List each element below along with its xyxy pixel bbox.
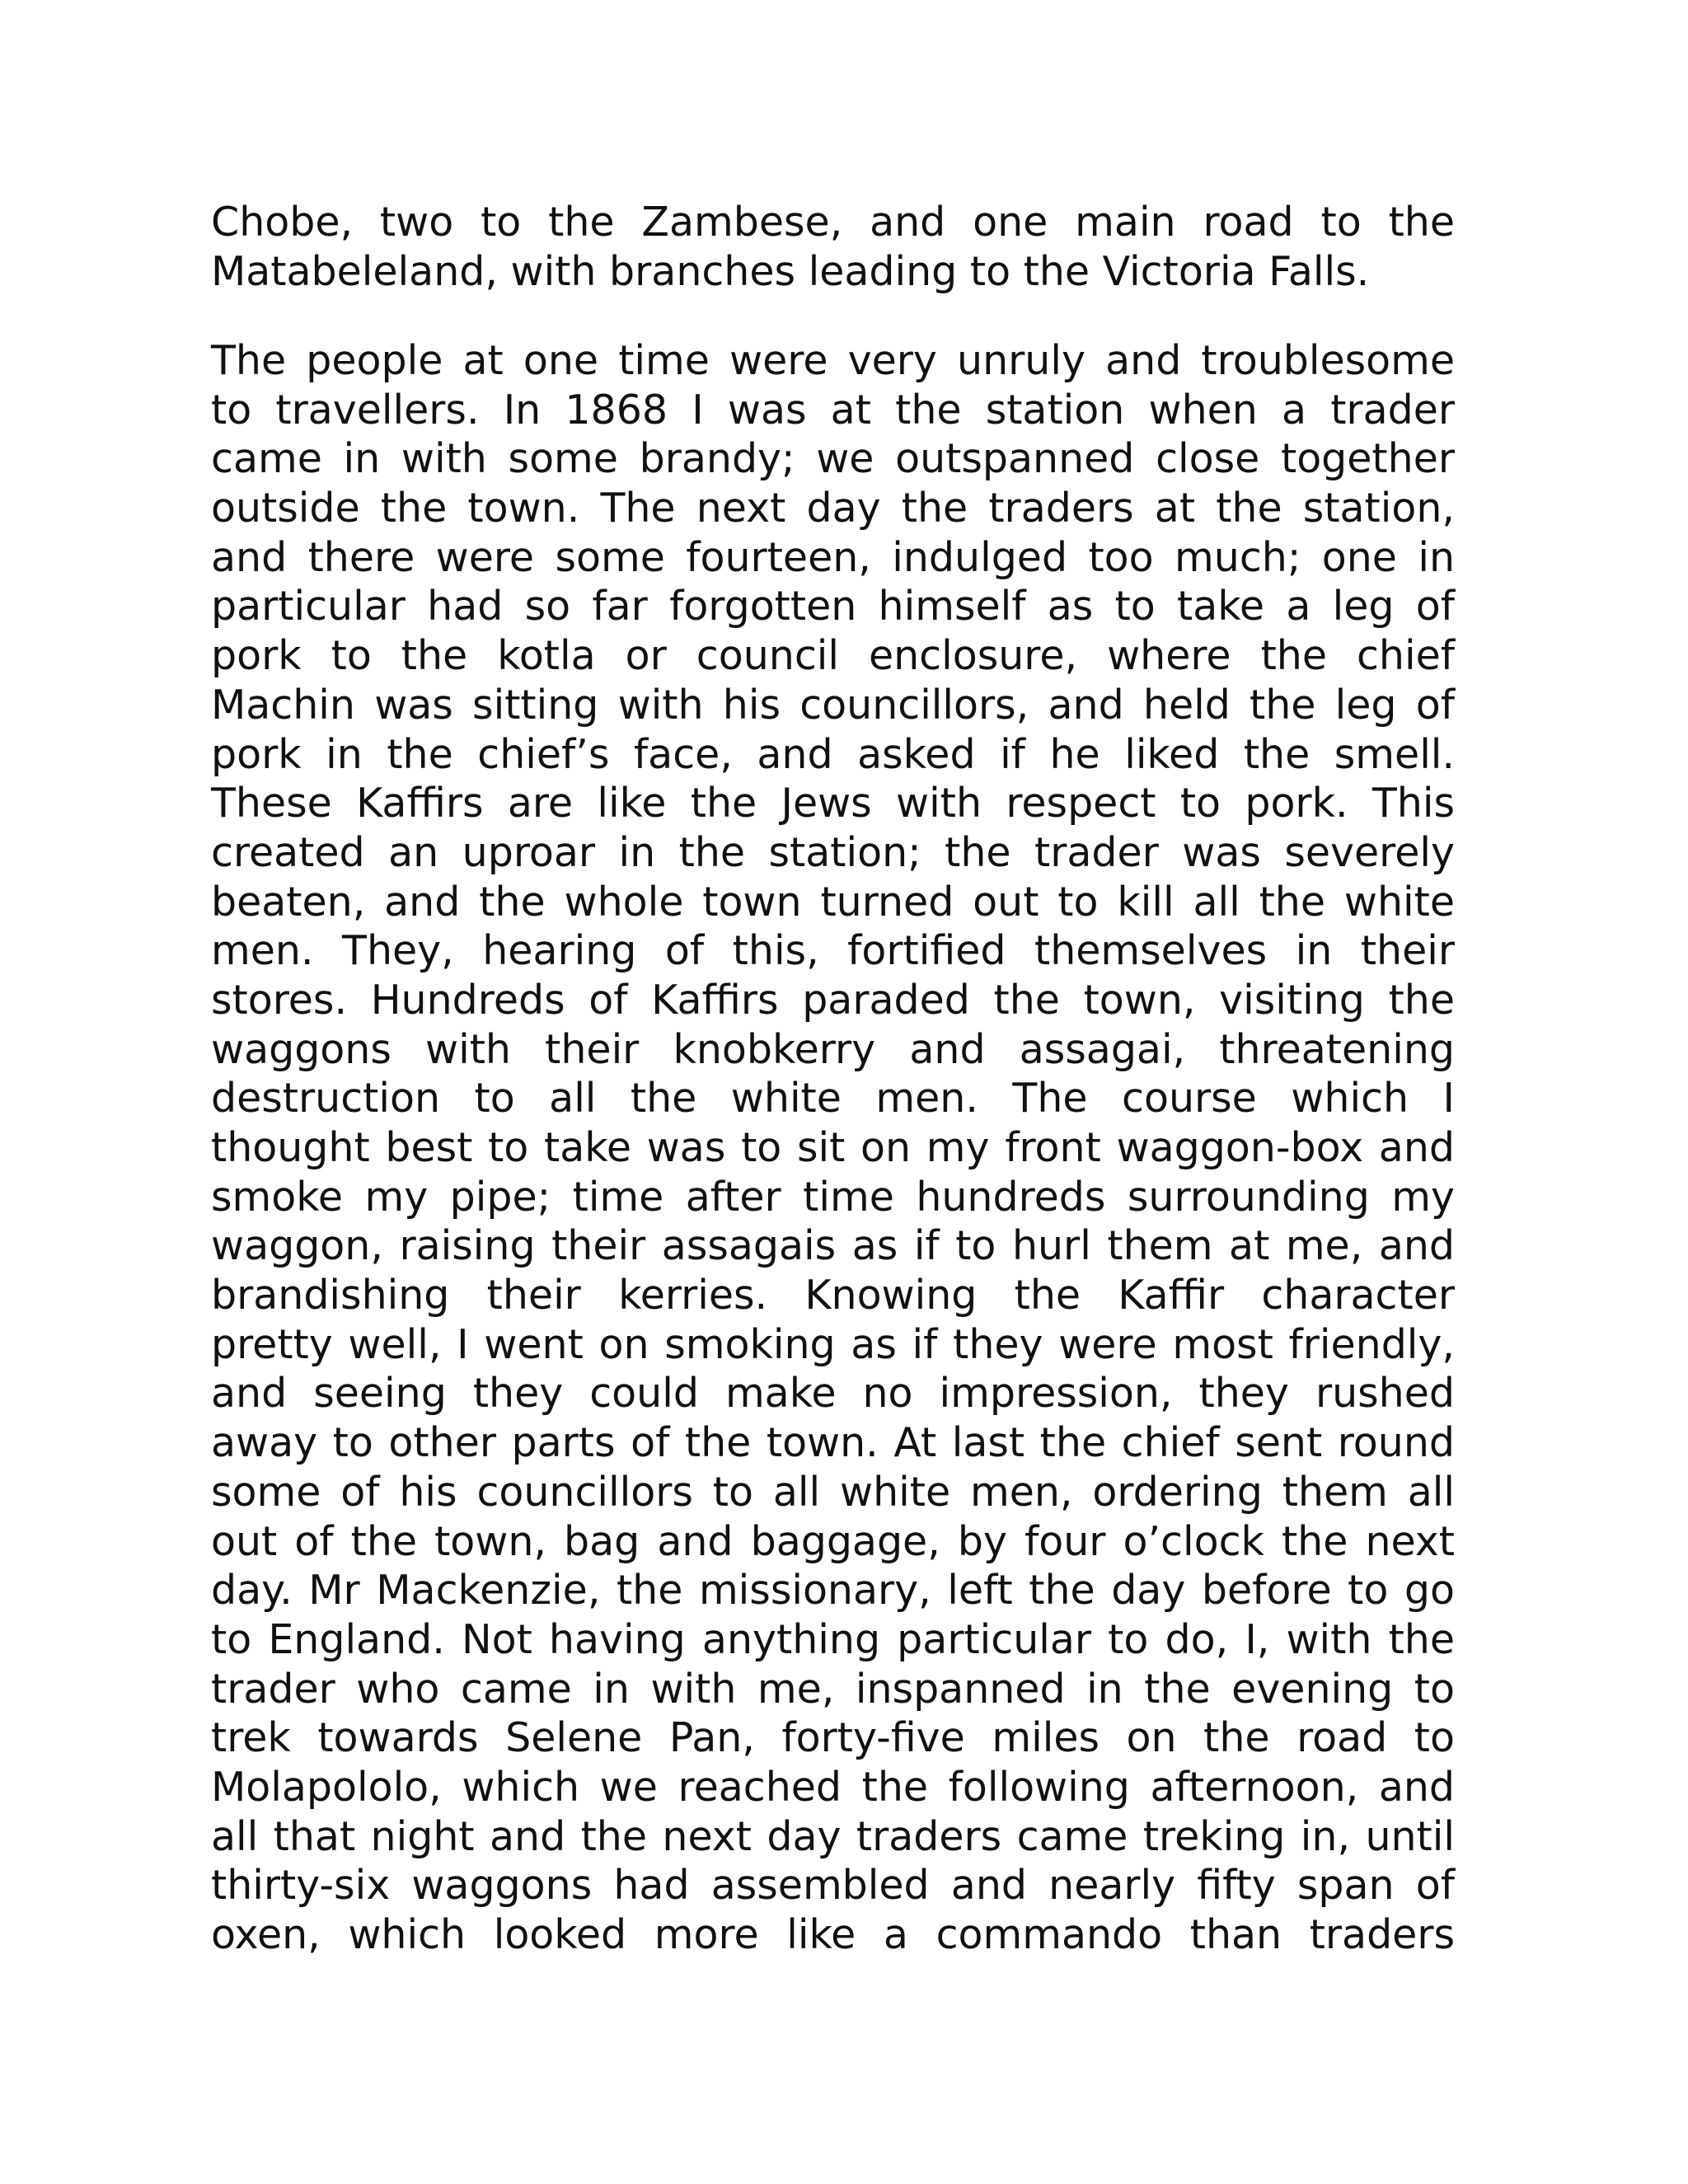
paragraph-2 — [211, 336, 1455, 1960]
text-line: beaten, and the whole town turned out to kill all the white — [211, 878, 1455, 926]
text-line: Molapololo, which we reached the following afternoon, and — [211, 1763, 1455, 1811]
text-line: These Kaffirs are like the Jews with respect to pork. This — [211, 780, 1455, 827]
text-line: all that night and the next day traders came treking in, until — [211, 1812, 1455, 1860]
text-line: pork to the kotla or council enclosure, where the chief — [211, 632, 1455, 680]
text-line: trader who came in with me, inspanned in the evening to — [211, 1665, 1455, 1713]
text-line: The people at one time were very unruly and troublesome — [211, 337, 1455, 384]
text-line: particular had so far forgotten himself as to take a leg of — [211, 583, 1455, 630]
text-line: waggon, raising their assagais as if to hurl them at me, and — [211, 1222, 1455, 1270]
text-line: to England. Not having anything particular to do, I, with the — [211, 1615, 1455, 1663]
text-line: and seeing they could make no impression, they rushed — [211, 1370, 1455, 1418]
text-line: smoke my pipe; time after time hundreds surrounding my — [211, 1173, 1455, 1221]
text-line: trek towards Selene Pan, forty-five miles on the road to — [211, 1714, 1455, 1762]
text-line: Matabeleland, with branches leading to the Victoria Falls. — [211, 247, 1370, 295]
text-line: brandishing their kerries. Knowing the Kaffir character — [211, 1272, 1455, 1319]
text-line: Machin was sitting with his councillors, and held the leg of — [211, 681, 1455, 729]
text-line: pretty well, I went on smoking as if they were most friendly, — [211, 1320, 1455, 1368]
text-line: some of his councillors to all white men, ordering them all — [211, 1468, 1455, 1516]
text-line: away to other parts of the town. At last the chief sent round — [211, 1419, 1455, 1467]
text-line: day. Mr Mackenzie, the missionary, left the day before to go — [211, 1567, 1455, 1615]
paragraph-1 — [211, 198, 1455, 296]
text-line: stores. Hundreds of Kaffirs paraded the town, visiting the — [211, 976, 1455, 1024]
text-line: and there were some fourteen, indulged too much; one in — [211, 533, 1455, 581]
text-line: came in with some brandy; we outspanned close together — [211, 435, 1455, 483]
text-line: created an uproar in the station; the trader was severely — [211, 828, 1455, 876]
text-line: Chobe, two to the Zambese, and one main road to the — [211, 199, 1455, 246]
text-line: men. They, hearing of this, fortified themselves in their — [211, 927, 1455, 975]
text-line: outside the town. The next day the traders at the station, — [211, 485, 1455, 532]
text-line: pork in the chief’s face, and asked if he liked the smell. — [211, 730, 1455, 778]
text-line: waggons with their knobkerry and assagai, threatening — [211, 1025, 1455, 1073]
text-line: destruction to all the white men. The course which I — [211, 1075, 1455, 1122]
text-line: thirty-six waggons had assembled and nearly fifty span of — [211, 1862, 1455, 1910]
text-line: out of the town, bag and baggage, by four o’clock the next — [211, 1517, 1455, 1565]
text-line: oxen, which looked more like a commando than traders — [211, 1911, 1455, 1958]
text-line: thought best to take was to sit on my front waggon-box and — [211, 1124, 1455, 1171]
text-line: to travellers. In 1868 I was at the station when a trader — [211, 386, 1455, 434]
